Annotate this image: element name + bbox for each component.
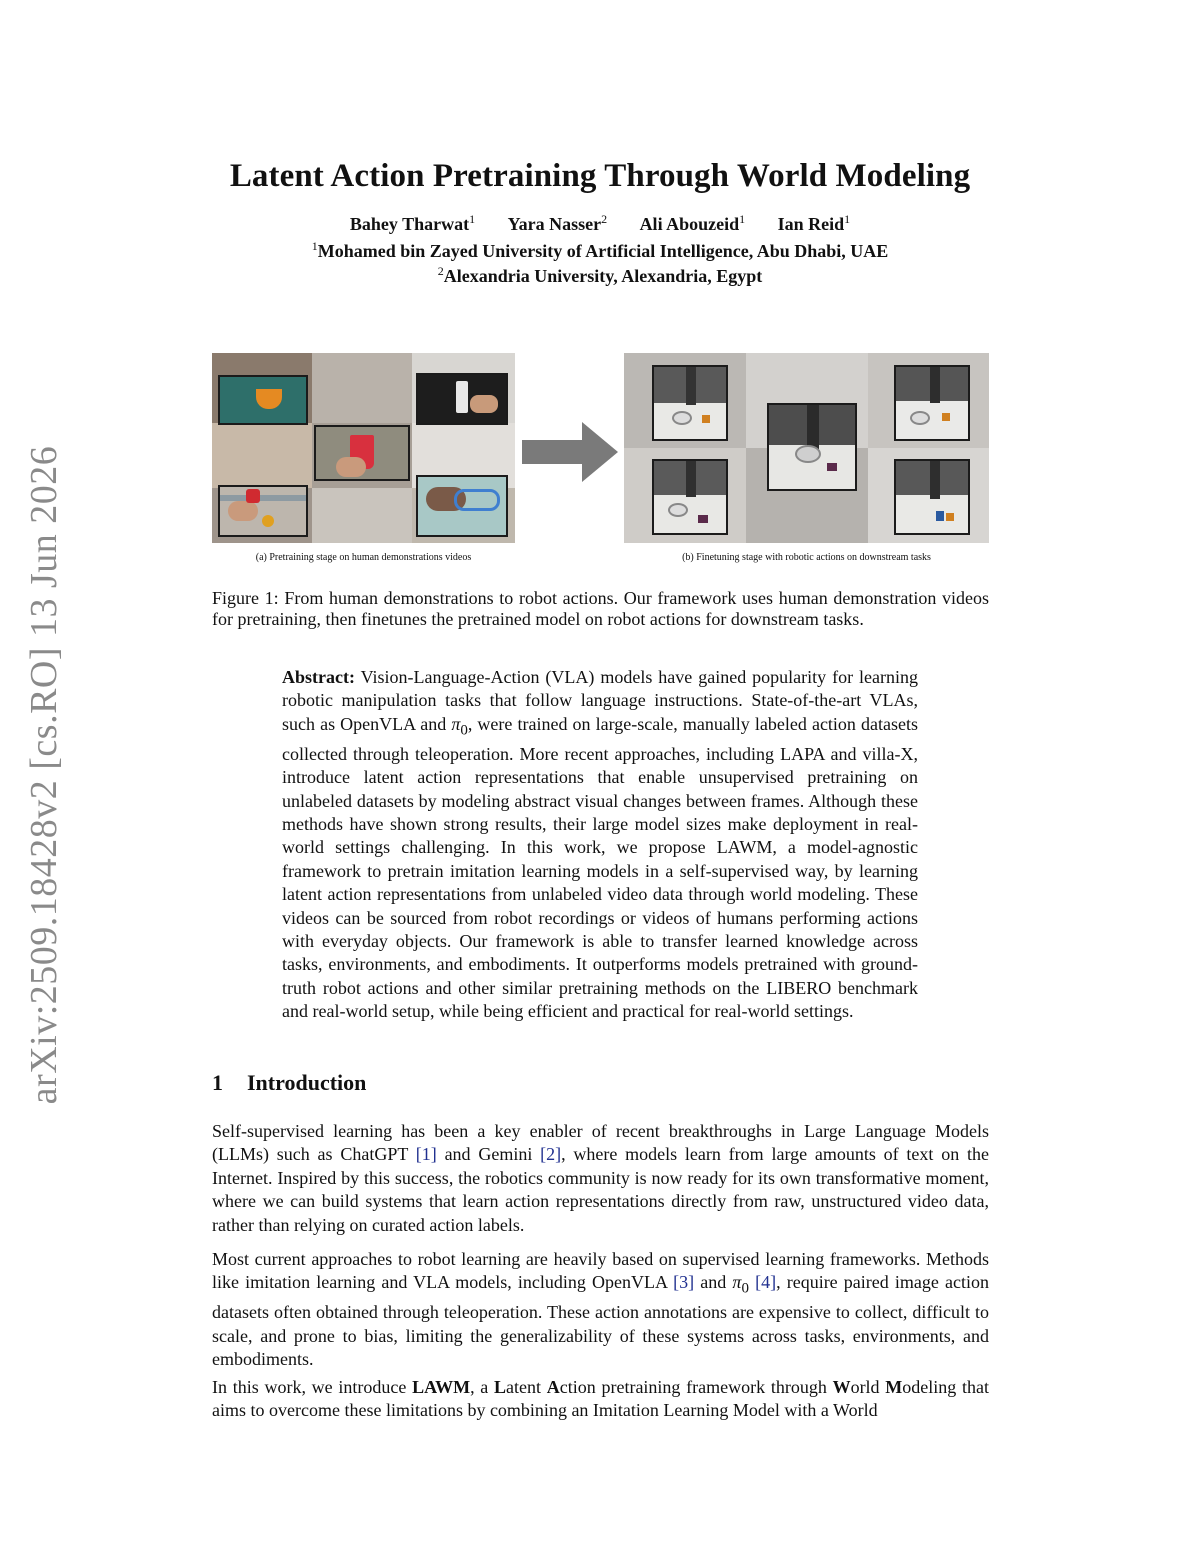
citation-link[interactable]: [2] <box>540 1144 562 1165</box>
robot-frame-thumbnail <box>894 459 970 535</box>
robot-frame-thumbnail <box>652 459 728 535</box>
video-frame-thumbnail <box>314 425 410 481</box>
figure-caption: Figure 1: From human demonstrations to robot actions. Our framework uses human demonstration videos for pretraining, then finetunes the pretrained model on robot actions for downstream tasks. <box>212 588 989 629</box>
affiliation: $^2$Alexandria University, Alexandria, Egypt <box>437 264 763 286</box>
abstract: Abstract: Vision-Language-Action (VLA) models have gained popularity for learning robotic manipulation tasks that follow language instructions. State-of-the-art VLAs, such as OpenVLA and $\pi_0$, were trained on large-scale, manually labeled action datasets collected through teleoperation. More recent approaches, including LAPA and villa-X, introduce latent action representations that enable unsupervised pretraining on unlabeled datasets by modeling abstract visual changes between frames. Although these methods have shown strong results, their large model sizes make deployment in real-world settings challenging. In this work, we propose LAWM, a model-agnostic framework to pretrain imitation learning models in a self-supervised way, by learning latent action representations from unlabeled video data through world modeling. These videos can be sourced from robot recordings or videos of humans performing actions with everyday objects. Our framework is able to transfer learned knowledge across tasks, environments, and embodiments. It outperforms models pretrained with ground-truth robot actions and other similar pretraining methods on the LIBERO benchmark and real-world setup, while being efficient and practical for real-world settings. <box>282 667 918 1022</box>
affiliation: $^1$Mohamed bin Zayed University of Artificial Intelligence, Abu Dhabi, UAE <box>311 239 889 261</box>
video-frame-thumbnail <box>416 373 508 425</box>
arxiv-identifier: arXiv:2509.18428v2 [cs.RO] 13 Jun 2026 <box>23 445 65 1105</box>
figure-panel-human-videos <box>212 353 515 543</box>
author: Ali Abouzeid$^1$ <box>639 212 746 234</box>
paragraph: In this work, we introduce LAWM, a Latent Action pretraining framework through World Modeling that aims to overcome these limitations by combining an Imitation Learning Model with a World <box>212 1377 989 1421</box>
citation-link[interactable]: [3] <box>673 1272 695 1293</box>
author: Bahey Tharwat$^1$ <box>349 212 476 234</box>
author: Ian Reid$^1$ <box>777 212 851 234</box>
citation-link[interactable]: [4] <box>755 1272 777 1293</box>
paper-title: Latent Action Pretraining Through World Modeling <box>229 158 971 194</box>
section-heading: 1 Introduction <box>212 1070 367 1095</box>
figure-subcaption-b: (b) Finetuning stage with robotic actions on downstream tasks <box>682 552 931 563</box>
paragraph: Most current approaches to robot learning are heavily based on supervised learning frameworks. Methods like imitation learning and VLA models, including OpenVLA [3] and $\pi_0$ [4], require paired image action datasets often obtained through teleoperation. These action annotations are expensive to collect, difficult to scale, and prone to bias, limiting the generalizability of these systems across tasks, environments, and embodiments. <box>212 1249 990 1370</box>
abstract-label: Abstract: <box>282 667 355 687</box>
figure-panel-robot-tasks <box>624 353 989 543</box>
video-frame-thumbnail <box>218 485 308 537</box>
figure-subcaption-a: (a) Pretraining stage on human demonstrations videos <box>255 552 472 563</box>
robot-frame-thumbnail <box>652 365 728 441</box>
robot-frame-thumbnail <box>767 403 857 491</box>
author: Yara Nasser$^2$ <box>507 212 608 234</box>
robot-frame-thumbnail <box>894 365 970 441</box>
citation-link[interactable]: [1] <box>415 1144 437 1165</box>
video-frame-thumbnail <box>416 475 508 537</box>
arrow-right-icon <box>522 422 618 482</box>
author-list <box>0 212 1200 235</box>
video-frame-thumbnail <box>218 375 308 425</box>
paragraph: Self-supervised learning has been a key enabler of recent breakthroughs in Large Language Models (LLMs) such as ChatGPT [1] and Gemini [2], where models learn from large amounts of text on the Internet. Inspired by this success, the robotics community is now ready for its own transformative moment, where we can build systems that learn action representations directly from raw, unstructured video data, rather than relying on curated action labels. <box>212 1121 989 1235</box>
